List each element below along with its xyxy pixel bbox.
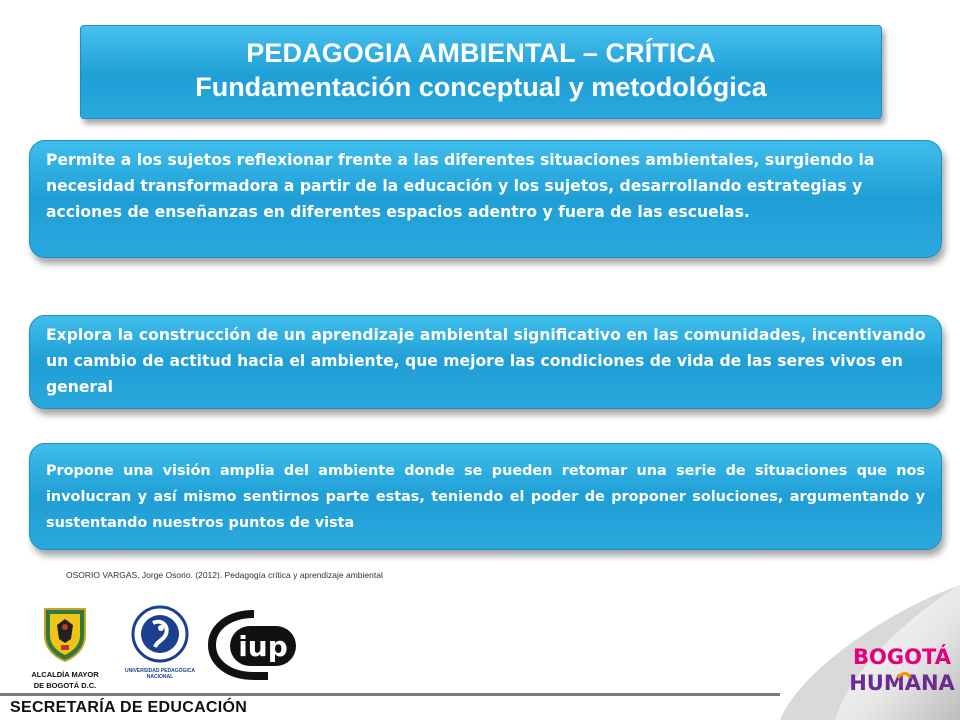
iup-logo	[208, 610, 300, 680]
alcaldia-caption-2: DE BOGOTÁ D.C.	[33, 681, 97, 690]
bogota-logo-line1: BOGOTÁ	[853, 645, 951, 669]
upn-caption-2: NACIONAL	[146, 674, 174, 680]
iup-text: iup	[238, 630, 288, 663]
bottom-divider	[0, 693, 780, 696]
paragraph-box-2: Explora la construcción de un aprendizaje ambiental significativo en las comunidades, incentivando un cambio de actitud hacia el ambiente, que mejore las condiciones de vida de las seres vivos en general	[29, 315, 942, 409]
footer-label: SECRETARÍA DE EDUCACIÓN	[10, 699, 248, 716]
paragraph-box-1: Permite a los sujetos reflexionar frente a las diferentes situaciones ambientales, surgiendo la necesidad transformadora a partir de la educación y los sujetos, desarrollando estrategias y acciones de enseñanzas en diferentes espacios adentro y fuera de las escuelas.	[29, 140, 942, 258]
page-subtitle: Fundamentación conceptual y metodológica	[195, 72, 767, 102]
upn-seal-icon	[131, 605, 189, 663]
bogota-humana-logo	[849, 628, 955, 708]
alcaldia-logo	[20, 605, 110, 690]
bogota-logo-line2: HUMANA	[849, 671, 955, 695]
alcaldia-caption-1: ALCALDÍA MAYOR	[31, 670, 99, 679]
title-banner	[80, 25, 882, 119]
citation: OSORIO VARGAS, Jorge Osorio. (2012). Pedagogía crítica y aprendizaje ambiental	[66, 570, 383, 580]
page-title: PEDAGOGIA AMBIENTAL – CRÍTICA	[246, 38, 716, 68]
coat-of-arms-icon	[42, 605, 88, 663]
upn-logo	[118, 605, 202, 687]
upn-caption-1: UNIVERSIDAD PEDAGÓGICA	[124, 668, 195, 674]
paragraph-box-3: Propone una visión amplia del ambiente donde se pueden retomar una serie de situaciones que nos involucran y así mismo sentirnos parte estas, teniendo el poder de proponer soluciones, argumentando y sustentando nuestros puntos de vista	[29, 443, 942, 550]
